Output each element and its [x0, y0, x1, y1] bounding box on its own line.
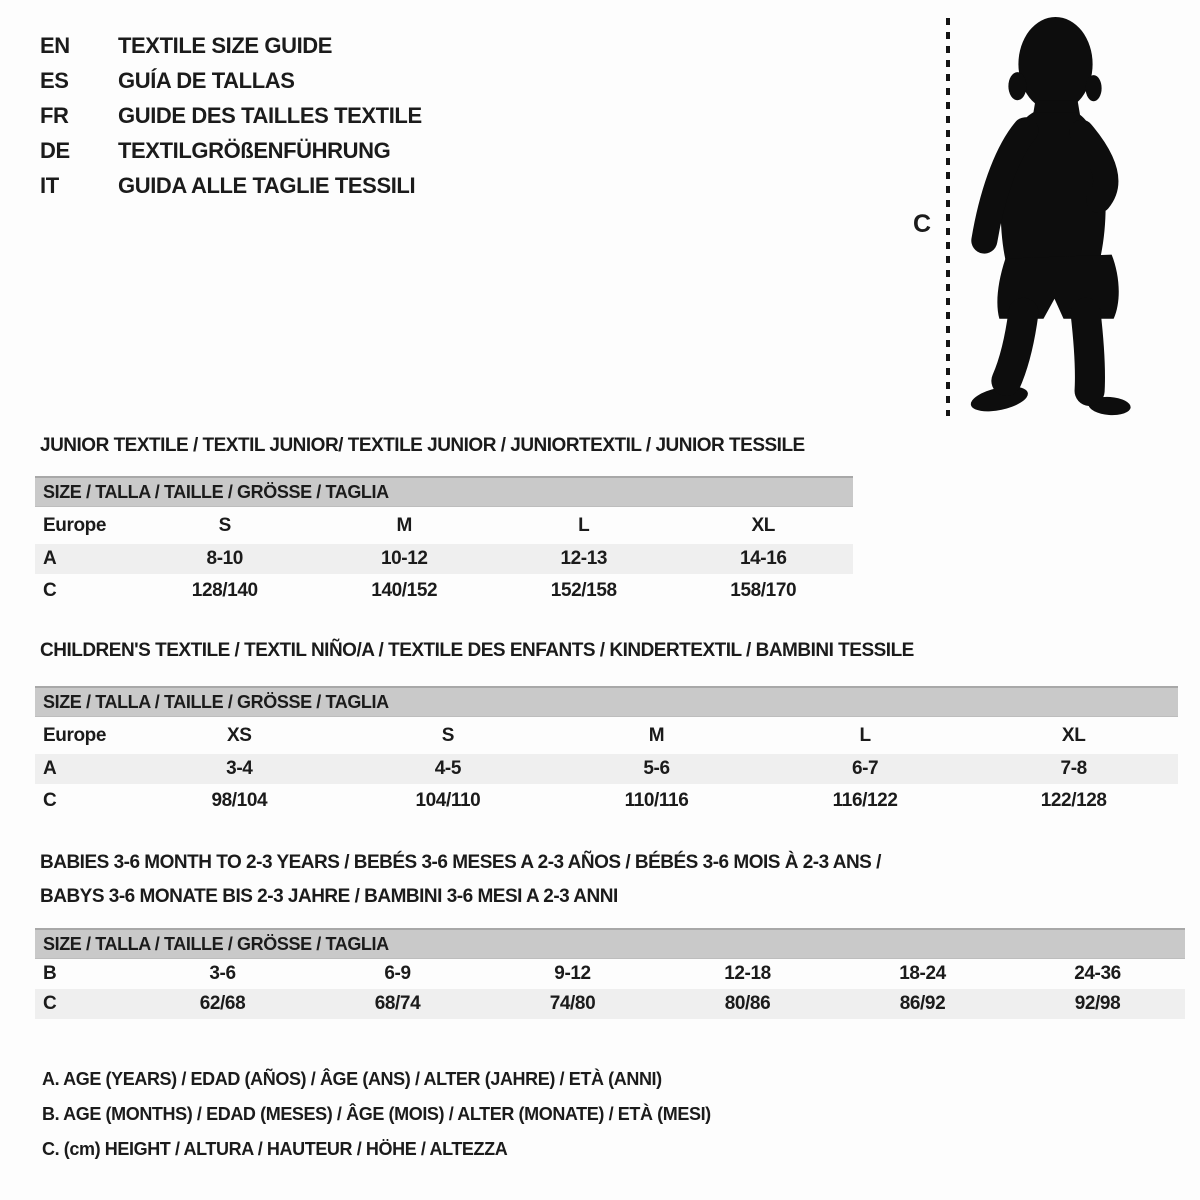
height-cell: 152/158 [550, 579, 617, 601]
height-cell: 104/110 [415, 789, 481, 811]
age-cell: 12-13 [560, 548, 608, 569]
toddler-silhouette-icon [963, 12, 1139, 418]
age-cell: 7-8 [1060, 758, 1087, 779]
size-cell: XS [227, 724, 252, 746]
size-header-bar: SIZE / TALLA / TAILLE / GRÖSSE / TAGLIA [35, 928, 1185, 959]
height-cell: 74/80 [549, 993, 596, 1014]
guide-title-en: TEXTILE SIZE GUIDE [118, 32, 333, 58]
table-row-height [35, 784, 1178, 817]
age-cell: 10-12 [380, 548, 428, 569]
height-cell: 86/92 [899, 993, 946, 1014]
height-cell: 68/74 [374, 993, 421, 1014]
guide-title-de: TEXTILGRÖßENFÜHRUNG [118, 137, 391, 163]
language-code: FR [40, 102, 69, 128]
table-row-age [35, 544, 853, 574]
language-row-de [40, 133, 422, 168]
language-row-fr [40, 98, 422, 133]
babies-size-table [35, 928, 1185, 1019]
age-cell: 9-12 [554, 963, 591, 984]
age-cell: 14-16 [739, 548, 787, 569]
height-cell: 80/86 [724, 993, 771, 1014]
size-cell: M [396, 514, 412, 536]
age-cell: 8-10 [206, 548, 243, 569]
height-cell: 140/152 [371, 579, 438, 601]
row-label: Europe [43, 514, 107, 536]
children-section-title: CHILDREN'S TEXTILE / TEXTIL NIÑO/A / TEXTILE DES ENFANTS / KINDERTEXTIL / BAMBINI TESSILE [40, 640, 914, 661]
row-label: Europe [43, 724, 107, 746]
row-label: A [43, 758, 57, 779]
babies-section-title [40, 846, 960, 914]
age-cell: 5-6 [643, 758, 670, 779]
junior-section-title: JUNIOR TEXTILE / TEXTIL JUNIOR/ TEXTILE JUNIOR / JUNIORTEXTIL / JUNIOR TESSILE [40, 435, 805, 456]
size-header-bar: SIZE / TALLA / TAILLE / GRÖSSE / TAGLIA [35, 476, 853, 507]
age-cell: 6-7 [851, 758, 879, 779]
age-cell: 24-36 [1074, 963, 1121, 984]
age-cell: 18-24 [899, 963, 946, 984]
size-cell: S [218, 514, 231, 536]
guide-title-es: GUÍA DE TALLAS [118, 67, 295, 93]
row-label: C [43, 789, 57, 811]
height-cell: 158/170 [730, 579, 797, 601]
language-code: DE [40, 137, 70, 163]
age-cell: 6-9 [384, 963, 411, 984]
row-label: A [43, 548, 57, 569]
guide-title-it: GUIDA ALLE TAGLIE TESSILI [118, 172, 416, 198]
table-row-height [35, 989, 1185, 1019]
size-cell: M [648, 724, 665, 746]
height-cell: 98/104 [211, 789, 268, 811]
language-row-it [40, 168, 422, 203]
size-cell: L [859, 724, 871, 746]
height-cell: 116/122 [832, 789, 898, 811]
age-cell: 4-5 [434, 758, 462, 779]
language-row-es [40, 63, 422, 98]
babies-title-line1: BABIES 3-6 MONTH TO 2-3 YEARS / BEBÉS 3-6 MESES A 2-3 AÑOS / BÉBÉS 3-6 MOIS À 2-3 ANS / [40, 852, 881, 873]
age-cell: 12-18 [724, 963, 771, 984]
junior-size-table [35, 476, 853, 607]
language-code: ES [40, 67, 69, 93]
row-label: C [43, 993, 57, 1014]
height-measure-dashed-line [946, 18, 950, 416]
table-row-height [35, 574, 853, 607]
size-cell: XL [751, 514, 775, 536]
language-code: EN [40, 32, 70, 58]
height-measure-label: C [913, 210, 931, 238]
age-cell: 3-6 [209, 963, 236, 984]
age-cell: 3-4 [226, 758, 253, 779]
size-cell: S [441, 724, 455, 746]
note-age-months: B. AGE (MONTHS) / EDAD (MESES) / ÂGE (MOIS) / ALTER (MONATE) / ETÀ (MESI) [42, 1104, 711, 1124]
height-cell: 110/116 [624, 789, 689, 811]
row-label: B [43, 963, 57, 984]
note-age-years: A. AGE (YEARS) / EDAD (AÑOS) / ÂGE (ANS) / ALTER (JAHRE) / ETÀ (ANNI) [42, 1069, 662, 1089]
row-label: C [43, 579, 57, 601]
size-cell: XL [1061, 724, 1086, 746]
height-cell: 128/140 [191, 579, 258, 601]
table-row-age-months [35, 959, 1185, 989]
table-row-europe [35, 507, 853, 544]
guide-title-fr: GUIDE DES TAILLES TEXTILE [118, 102, 422, 128]
language-title-list [40, 28, 422, 203]
legend-notes [42, 1062, 711, 1167]
language-row-en [40, 28, 422, 63]
table-row-age [35, 754, 1178, 784]
height-cell: 62/68 [199, 993, 246, 1014]
note-height-cm: C. (cm) HEIGHT / ALTURA / HAUTEUR / HÖHE / ALTEZZA [42, 1139, 508, 1159]
language-code: IT [40, 172, 59, 198]
height-cell: 122/128 [1040, 789, 1107, 811]
size-cell: L [578, 514, 590, 536]
table-row-europe [35, 717, 1178, 754]
children-size-table [35, 686, 1178, 817]
height-cell: 92/98 [1074, 993, 1121, 1014]
size-header-bar: SIZE / TALLA / TAILLE / GRÖSSE / TAGLIA [35, 686, 1178, 717]
babies-title-line2: BABYS 3-6 MONATE BIS 2-3 JAHRE / BAMBINI 3-6 MESI A 2-3 ANNI [40, 886, 618, 907]
